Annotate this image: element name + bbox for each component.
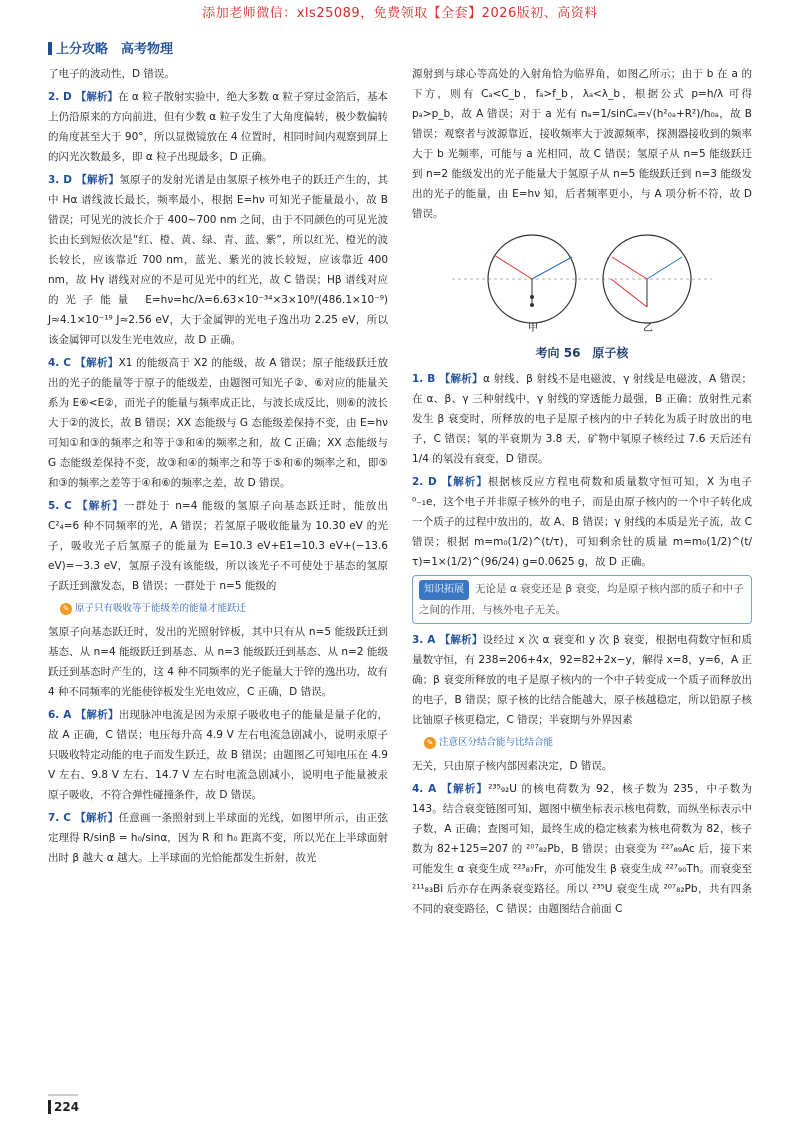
answer-number: 7. C xyxy=(48,812,71,824)
analysis-tag: 【解析】 xyxy=(440,783,489,795)
analysis-tag: 【解析】 xyxy=(75,709,119,721)
answer-text: 源射到与球心等高处的入射角恰为临界角，如图乙所示；由于 b 在 a 的下方，则有 Cₐ<C_b，fₐ>f_b，λₐ<λ_b，根据公式 p=h/λ 可得 pₐ>p_b，故 A 错误；对于 a 光有 nₐ=1/sinCₐ=√(h²₀ₐ+R²)/h₀ₐ，故 B 错误；观察者与波源靠近，接收频率大于波源频率，探测器接收到的频率大于 b 光频率，可能与 a 光相同，故 C 错误；氢原子从 n=5 能级跃迁到 n=2 能级发出的光子能量大于氢原子从 n=5 能级跃迁到 n=3 能级发出的光子的能量，由 E=hν 知，后者频率更小，与 A 项分析不符，故 D 错误。 xyxy=(412,68,752,220)
knowledge-text: 无论是 α 衰变还是 β 衰变，均是原子核内部的质子和中子之间的作用，与核外电子无关。 xyxy=(419,583,744,616)
answer-number: 2. D xyxy=(48,91,72,103)
answer-number: 3. D xyxy=(48,174,72,186)
fig-label-right: 乙 xyxy=(643,323,653,334)
answer-7 xyxy=(48,808,388,868)
tip-note xyxy=(60,599,388,619)
analysis-tag: 【解析】 xyxy=(440,476,488,488)
answer-text: 出现脉冲电流是因为汞原子吸收电子的能量是量子化的，故 A 正确，C 错误；电压每升高 4.9 V 左右电流急剧减小，说明汞原子只吸收特定动能的电子而发生跃迁，故 B 错误；由题图乙可知电压在 4.9 V 左右、9.8 V 左右、14.7 V 左右时电流急剧减小，说明电子能量被汞原子吸收，不符合弹性碰撞条件，故 D 错误。 xyxy=(48,709,389,801)
answer-r1 xyxy=(412,369,752,469)
page-header xyxy=(48,38,173,57)
answer-number: 5. C xyxy=(48,500,72,512)
answer-number: 4. A xyxy=(412,783,437,795)
answer-2 xyxy=(48,87,388,167)
analysis-tag: 【解析】 xyxy=(439,634,483,646)
answer-text: 根据核反应方程电荷数和质量数守恒可知，X 为电子 ⁰₋₁e，这个电子并非原子核外的电子，而是由原子核内的一个中子转化成一个质子的过程中放出的，故 A、B 错误；γ 射线的本质是光子流，故 C 错误；根据 m=m₀(1/2)^(t/τ)，可知剩余钍的质量 m=m₀(1/2)^(t/τ)=1×(1/2)^(96/24) g=0.0625 g，故 D 正确。 xyxy=(412,476,753,568)
tip-icon: ✎ xyxy=(424,737,436,749)
answer-text: α 射线、β 射线不是电磁波，γ 射线是电磁波，A 错误；在 α、β、γ 三种射线中，γ 射线的穿透能力最强，B 正确；放射性元素发生 β 衰变时，所释放的电子是原子核内的中子转化为质子时放出的电子，C 错误；氡的半衰期为 3.8 天，矿物中氡原子核经过 7.6 天后还有 1/4 的氡没有衰变，D 错误。 xyxy=(412,373,752,465)
header-title: 上分攻略 高考物理 xyxy=(56,42,174,57)
answer-number: 1. B xyxy=(412,373,436,385)
page-number: 224 xyxy=(48,1100,79,1114)
answer-text: 设经过 x 次 α 衰变和 y 次 β 衰变，根据电荷数守恒和质量数守恒，有 238=206+4x，92=82+2x−y，解得 x=8，y=6，A 正确；β 衰变所释放的电子是原子核内的一个中子转变成一个质子而释放出的电子，B 错误；原子核的比结合能越大，原子核越稳定，所以铅原子核比铀原子核更稳定，C 错误；半衰期与外界因素 xyxy=(412,634,753,726)
answer-7-cont xyxy=(412,64,752,224)
answer-6 xyxy=(48,705,388,805)
answer-text: 氢原子的发射光谱是由氢原子核外电子的跃迁产生的，其中 Hα 谱线波长最长，频率最小，根据 E=hν 可知光子能量最小，故 B 错误；可见光的波长介于 400~700 nm 之间，由于不同颜色的可见光波长由长到短依次是“红、橙、黄、绿、青、蓝、紫”，所以红光、橙光的波长较长，应该靠近 700 nm，蓝光、紫光的波长较短，应该靠近 400 nm，故 Hγ 谱线对应的不是可见光中的红光，故 C 错误；Hβ 谱线对应的光子能量 E=hν=hc/λ=6.63×10⁻³⁴×3×10⁸/(486.1×10⁻⁹) J≈4.1×10⁻¹⁹ J≈2.56 eV，大于金属钾的光电子逸出功 2.25 eV，所以该金属钾可以发生光电效应，故 D 正确。 xyxy=(48,174,389,346)
analysis-tag: 【解析】 xyxy=(74,357,119,369)
analysis-tag: 【解析】 xyxy=(75,174,120,186)
analysis-tag: 【解析】 xyxy=(439,373,483,385)
answer-4 xyxy=(48,353,388,493)
answer-number: 4. C xyxy=(48,357,71,369)
tip-text: 注意区分结合能与比结合能 xyxy=(439,737,554,748)
answer-text: ²³⁵₉₂U 的核电荷数为 92，核子数为 235，中子数为 143。结合衰变链图可知，题图中横坐标表示核电荷数，而纵坐标表示中子数，A 正确；查图可知，最终生成的稳定核素为核电荷数为 82，核子数为 82+125=207 的 ²⁰⁷₈₂Pb，B 错误；由衰变为 ²²⁷₈₉Ac 后，接下来可能发生 α 衰变生成 ²²³₈₇Fr，亦可能发生 β 衰变生成 ²²⁷₉₀Th。而衰变至 ²¹¹₈₃Bi 后亦存在两条衰变路径。所以 ²³⁵U 衰变生成 ²⁰⁷₈₂Pb，共有四条不同的衰变路径，C 错误；由题图结合前面 C xyxy=(412,783,752,915)
answer-text: 了电子的波动性，D 错误。 xyxy=(48,68,175,80)
section-title: 考向 56 原子核 xyxy=(535,346,629,360)
answer-5 xyxy=(48,496,388,596)
analysis-tag: 【解析】 xyxy=(74,812,119,824)
answer-number: 2. D xyxy=(412,476,437,488)
answer-l0 xyxy=(48,64,388,84)
answer-text: 在 α 粒子散射实验中，绝大多数 α 粒子穿过金箔后，基本上仍沿原来的方向前进，但有少数 α 粒子发生了大角度偏转，极少数偏转的角度甚至大于 90°，所以显微镜放在 4 位置时，相同时间内观察到屏上的闪光次数最多，即 α 粒子出现最多，D 正确。 xyxy=(48,91,388,163)
answer-text: 任意画一条照射到上半球面的光线，如图甲所示，由正弦定理得 R/sinβ = h₀/sinα，因为 R 和 h₀ 距离不变，所以光在上半球面射出时 β 越大 α 越大。上半球面的光恰能都发生折射，故光 xyxy=(48,812,389,864)
analysis-tag: 【解析】 xyxy=(75,500,124,512)
answer-5-cont xyxy=(48,622,388,702)
answer-text: 无关，只由原子核内部因素决定，D 错误。 xyxy=(412,760,613,772)
answer-r3 xyxy=(412,630,752,730)
knowledge-label: 知识拓展 xyxy=(419,580,469,600)
answer-3 xyxy=(48,170,388,350)
answer-number: 3. A xyxy=(412,634,436,646)
tip-icon: ✎ xyxy=(60,603,72,615)
fig-label-left: 甲 xyxy=(528,323,538,334)
answer-number: 6. A xyxy=(48,709,72,721)
knowledge-box xyxy=(412,575,752,624)
answer-r3-cont xyxy=(412,756,752,776)
answer-text: 一群处于 n=4 能级的氢原子向基态跃迁时，能放出 C²₄=6 种不同频率的光，A 错误；若氢原子吸收能量为 10.30 eV 的光子，吸收光子后氢原子的能量为 E=10.3 eV+E1=10.3 eV+(−13.6 eV)=−3.3 eV，氢原子没有该能级，所以该光子不可使处于基态的氢原子跃迁到激发态，B 错误；一群处于 n=5 能级的 xyxy=(48,500,389,592)
left-column xyxy=(48,64,388,871)
tip-text: 原子只有吸收等于能级差的能量才能跃迁 xyxy=(75,603,247,614)
answer-r2 xyxy=(412,472,752,572)
header-bar-icon xyxy=(48,42,52,55)
footer-rule xyxy=(48,1094,78,1096)
answer-text: X1 的能级高于 X2 的能级，故 A 错误；原子能级跃迁放出的光子的能量等于原子的能级差，由题图可知光子②、⑥对应的能量关系为 E⑥<E②，而光子的能量与频率成正比，与波长成反比，则⑥的波长大于②的波长，故 B 错误；XX 态能级与 G 态能级差保持不变，由 E=hν 可知①和③的频率之和等于③和④的频率之和，故 C 正确；XX 态能级与 G 态能级差保持不变，故③和④的频率之和等于⑤和⑥的频率之和，即⑤和③的频率之差等于④和⑥的频率之差，故 D 错误。 xyxy=(48,357,389,489)
tip-note xyxy=(424,733,752,753)
sphere-diagram xyxy=(412,227,752,335)
right-column xyxy=(412,64,752,922)
answer-text: 氢原子向基态跃迁时，发出的光照射锌板，其中只有从 n=5 能级跃迁到基态、从 n=4 能级跃迁到基态、从 n=3 能级跃迁到基态、从 n=2 能级跃迁到基态时产生的，这 4 种不同频率的光子能量大于锌的逸出功，故有 4 种不同频率的光能使锌板发生光电效应，C 正确，D 错误。 xyxy=(48,626,388,698)
analysis-tag: 【解析】 xyxy=(75,91,118,103)
optics-figures xyxy=(412,227,752,335)
watermark-text: 添加老师微信：xls25089，免费领取【全套】2026版初、高资料 xyxy=(202,6,598,21)
answer-r4 xyxy=(412,779,752,919)
